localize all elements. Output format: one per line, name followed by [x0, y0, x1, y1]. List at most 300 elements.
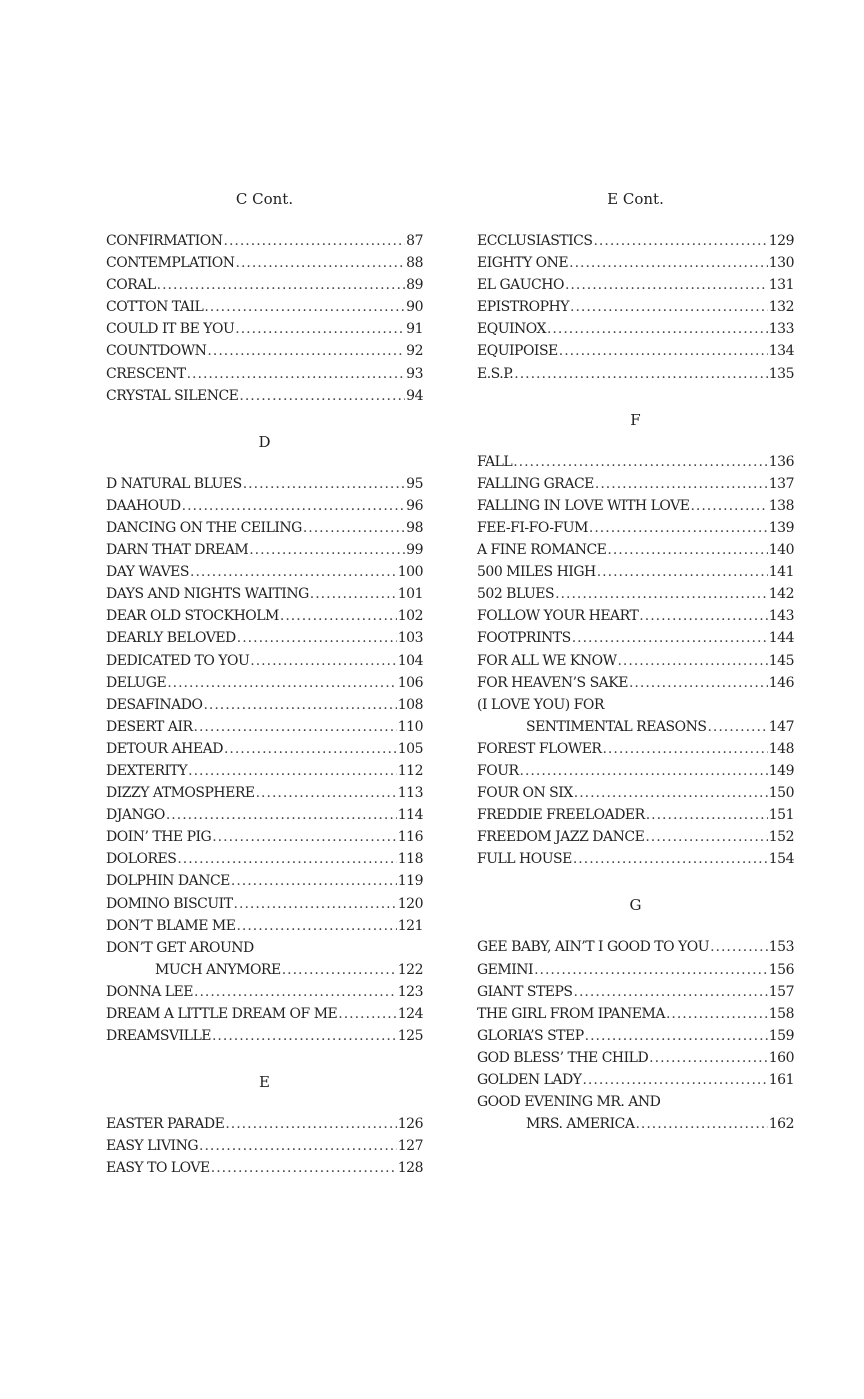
entry-title: FULL HOUSE [477, 851, 572, 868]
entry-title: FOREST FLOWER [477, 740, 602, 757]
entry-title: DOIN’ THE PIG [106, 829, 212, 846]
dot-leader [235, 318, 405, 340]
entry-page-number: 156 [768, 961, 794, 978]
entry-page-number: 89 [406, 277, 423, 294]
entry-title: EASY TO LOVE [106, 1160, 210, 1177]
dot-leader [166, 804, 397, 826]
entry-page-number: 159 [768, 1027, 794, 1044]
entry-title: DJANGO [106, 807, 165, 824]
entry-title: DESAFINADO [106, 696, 203, 713]
heading-spacer [477, 433, 794, 451]
entry-title: DREAM A LITTLE DREAM OF ME [106, 1006, 338, 1022]
index-entry [477, 981, 794, 1003]
index-entry [477, 539, 794, 561]
entry-page-number: 112 [397, 762, 423, 779]
entry-title: 500 MILES HIGH [477, 564, 596, 581]
dot-leader [690, 495, 767, 517]
heading-spacer [106, 1095, 423, 1113]
heading-spacer [477, 918, 794, 936]
entry-page-number: 130 [768, 255, 794, 272]
entry-title: DEXTERITY [106, 762, 188, 779]
entry-page-number: 100 [397, 564, 423, 581]
entry-page-number: 139 [768, 519, 794, 536]
dot-leader [710, 936, 768, 958]
entry-page-number: 119 [397, 873, 423, 890]
index-entry [477, 848, 794, 870]
entry-page-number: 124 [397, 1006, 423, 1022]
index-entry-continuation [106, 959, 423, 981]
index-entry [106, 694, 423, 716]
entry-title: E.S.P. [477, 365, 514, 382]
entry-title: FOUR ON SIX [477, 785, 573, 802]
entry-page-number: 142 [768, 586, 794, 603]
entry-page-number: 145 [768, 652, 794, 669]
index-entry [106, 583, 423, 605]
entry-page-number: 152 [768, 829, 794, 846]
section-heading: C Cont. [235, 190, 294, 208]
dot-leader [574, 981, 768, 1003]
index-entry [477, 318, 794, 340]
dot-leader [602, 738, 767, 760]
index-entry [106, 1113, 423, 1135]
entry-page-number: 128 [397, 1160, 423, 1177]
entry-page-number: 133 [768, 321, 794, 338]
index-entry [106, 627, 423, 649]
group-spacer [106, 1047, 423, 1069]
entry-page-number: 88 [406, 255, 423, 272]
entry-page-number: 105 [397, 740, 423, 757]
dot-leader [635, 1113, 767, 1135]
entry-title: GOOD EVENING MR. AND [477, 1094, 661, 1111]
dot-leader [629, 672, 768, 694]
dot-leader [595, 473, 768, 495]
section-heading: F [630, 410, 641, 429]
heading-spacer [106, 212, 423, 230]
dot-leader [194, 981, 397, 1003]
index-entry [106, 716, 423, 738]
dot-leader [593, 230, 767, 252]
index-entry [477, 959, 794, 981]
dot-leader [177, 848, 396, 870]
dot-leader [338, 1003, 397, 1025]
entry-title: FALLING GRACE [477, 475, 594, 492]
index-entry [477, 473, 794, 495]
entry-page-number: 134 [768, 343, 794, 360]
entry-page-number: 125 [397, 1028, 423, 1045]
index-entry [106, 252, 423, 274]
entry-title: DREAMSVILLE [106, 1028, 211, 1045]
entry-title: FREDDIE FREELOADER [477, 807, 645, 824]
entry-title: DEARLY BELOVED [106, 630, 236, 647]
entry-title: DAYS AND NIGHTS WAITING [106, 586, 309, 603]
entry-title: 502 BLUES [477, 586, 555, 603]
index-entry [106, 495, 423, 517]
index-entry [106, 230, 423, 252]
entry-page-number: 154 [768, 851, 794, 868]
entry-page-number: 158 [768, 1005, 794, 1022]
entry-page-number: 122 [397, 961, 423, 978]
entry-page-number: 94 [406, 387, 423, 404]
entry-title: FEE-FI-FO-FUM [477, 519, 588, 536]
dot-leader [224, 230, 406, 252]
entry-title: EQUIPOISE [477, 343, 558, 360]
index-entry [106, 274, 423, 296]
dot-leader [236, 915, 396, 937]
dot-leader [212, 826, 397, 848]
entry-title: DETOUR AHEAD [106, 740, 223, 757]
entry-page-number: 87 [406, 233, 423, 249]
entry-title: CONFIRMATION [106, 233, 223, 249]
dot-leader [239, 385, 405, 407]
index-entry [477, 296, 794, 318]
index-entry [106, 517, 423, 539]
index-entry [477, 1047, 794, 1069]
dot-leader [574, 782, 768, 804]
index-entry [106, 893, 423, 915]
index-entry [106, 981, 423, 1003]
heading-spacer [477, 212, 794, 230]
entry-title: FREEDOM JAZZ DANCE [477, 829, 645, 846]
dot-leader [607, 539, 767, 561]
entry-title: CORAL [106, 277, 156, 294]
dot-leader [585, 1025, 768, 1047]
entry-title: GOD BLESS’ THE CHILD [477, 1049, 649, 1066]
dot-leader [573, 848, 768, 870]
entry-title: DAAHOUD [106, 497, 181, 514]
entry-title: COTTON TAIL [106, 299, 204, 316]
dot-leader [188, 760, 397, 782]
entry-page-number: 126 [397, 1116, 423, 1133]
entry-title: DIZZY ATMOSPHERE [106, 785, 255, 802]
entry-page-number: 129 [768, 233, 794, 249]
index-entry [477, 650, 794, 672]
entry-page-number: 103 [397, 630, 423, 647]
section-heading: D [258, 432, 271, 451]
entry-page-number: 135 [768, 365, 794, 382]
entry-title: GOLDEN LADY [477, 1072, 582, 1088]
dot-leader [589, 517, 768, 539]
index-entry [477, 627, 794, 649]
entry-page-number: 127 [397, 1138, 423, 1155]
dot-leader [249, 539, 405, 561]
index-entry [477, 451, 794, 473]
entry-title: GLORIA’S STEP [477, 1027, 584, 1044]
entry-page-number: 91 [406, 321, 423, 338]
section-heading: G [629, 896, 642, 915]
entry-title: DARN THAT DREAM [106, 542, 249, 559]
index-entry [106, 1025, 423, 1047]
entry-page-number: 136 [768, 453, 794, 470]
entry-title: DELUGE [106, 674, 167, 691]
section-heading: E [259, 1073, 270, 1092]
dot-leader [234, 893, 397, 915]
entry-page-number: 149 [768, 762, 794, 779]
index-entry [106, 605, 423, 627]
dot-leader [303, 517, 405, 539]
index-entry [477, 230, 794, 252]
entry-page-number: 114 [397, 807, 423, 824]
dot-leader [211, 1157, 397, 1179]
index-column-left [106, 186, 423, 1179]
entry-page-number: 141 [768, 564, 794, 581]
entry-title: COUNTDOWN [106, 343, 207, 360]
index-entry [106, 760, 423, 782]
entry-title: CONTEMPLATION [106, 255, 235, 272]
entry-title: EPISTROPHY [477, 299, 569, 316]
dot-leader [513, 451, 768, 473]
index-entry [106, 1135, 423, 1157]
entry-page-number: 132 [768, 299, 794, 316]
index-entry [477, 1025, 794, 1047]
index-entry [477, 672, 794, 694]
dot-leader [570, 296, 768, 318]
entry-page-number: 137 [768, 475, 794, 492]
entry-title: FALL [477, 453, 513, 470]
index-entry [106, 915, 423, 937]
dot-leader [666, 1003, 768, 1025]
index-entry [106, 385, 423, 407]
entry-title: CRESCENT [106, 365, 186, 382]
index-entry [106, 848, 423, 870]
dot-leader [231, 870, 397, 892]
index-entry [106, 672, 423, 694]
index-entry [106, 363, 423, 385]
dot-leader [280, 605, 397, 627]
entry-title: DOLPHIN DANCE [106, 873, 230, 890]
entry-title: COULD IT BE YOU [106, 321, 235, 338]
index-entry-continuation [477, 1113, 794, 1135]
index-entry-first-line [477, 694, 794, 716]
index-entry [477, 363, 794, 385]
entry-title: D NATURAL BLUES [106, 475, 242, 492]
entry-page-number: 96 [406, 497, 423, 514]
dot-leader [597, 561, 768, 583]
entry-title: EASY LIVING [106, 1138, 199, 1155]
entry-title: DESERT AIR [106, 718, 193, 735]
index-entry [106, 473, 423, 495]
entry-title: DON’T BLAME ME [106, 917, 236, 934]
entry-title: FOUR [477, 762, 519, 779]
index-entry [106, 870, 423, 892]
entry-page-number: 98 [406, 519, 423, 536]
dot-leader [212, 1025, 397, 1047]
dot-leader [582, 1069, 767, 1091]
index-entry [477, 517, 794, 539]
index-entry [106, 561, 423, 583]
entry-title: EASTER PARADE [106, 1116, 225, 1133]
dot-leader [559, 340, 768, 362]
index-entry [106, 738, 423, 760]
group-spacer [477, 385, 794, 407]
index-entry-continuation [477, 716, 794, 738]
entry-title: MRS. AMERICA [526, 1116, 635, 1133]
entry-title: DANCING ON THE CEILING [106, 519, 302, 536]
dot-leader [207, 340, 405, 362]
section-heading: E Cont. [607, 190, 664, 208]
entry-title: GIANT STEPS [477, 983, 573, 1000]
entry-title: SENTIMENTAL REASONS [526, 718, 707, 735]
entry-page-number: 120 [397, 895, 423, 912]
index-entry [106, 296, 423, 318]
dot-leader [194, 716, 397, 738]
index-entry [106, 804, 423, 826]
dot-leader [204, 296, 405, 318]
entry-title: CRYSTAL SILENCE [106, 387, 239, 404]
entry-page-number: 116 [397, 829, 423, 846]
dot-leader [514, 363, 768, 385]
entry-page-number: 157 [768, 983, 794, 1000]
index-entry [477, 583, 794, 605]
entry-page-number: 153 [768, 939, 794, 956]
index-entry [106, 318, 423, 340]
dot-leader [237, 627, 397, 649]
dot-leader [236, 252, 406, 274]
entry-page-number: 151 [768, 807, 794, 824]
entry-title: THE GIRL FROM IPANEMA [477, 1005, 665, 1022]
entry-title: GEMINI [477, 961, 534, 978]
entry-page-number: 90 [406, 299, 423, 316]
dot-leader [555, 583, 768, 605]
index-entry [106, 539, 423, 561]
entry-page-number: 101 [397, 586, 423, 603]
dot-leader [167, 672, 397, 694]
entry-page-number: 106 [397, 674, 423, 691]
entry-title: DOLORES [106, 851, 177, 868]
index-entry [477, 1003, 794, 1025]
entry-page-number: 144 [768, 630, 794, 647]
entry-page-number: 148 [768, 740, 794, 757]
index-entry [477, 782, 794, 804]
index-entry [477, 252, 794, 274]
entry-title: (I LOVE YOU) FOR [477, 696, 604, 713]
entry-page-number: 138 [768, 497, 794, 514]
index-entry [477, 936, 794, 958]
index-entry [106, 826, 423, 848]
entry-title: DOMINO BISCUIT [106, 895, 233, 912]
dot-leader [534, 959, 768, 981]
entry-title: DON’T GET AROUND [106, 939, 254, 956]
index-entry [106, 1157, 423, 1179]
dot-leader [203, 694, 396, 716]
entry-page-number: 113 [397, 785, 423, 802]
index-entry [477, 738, 794, 760]
dot-leader [199, 1135, 397, 1157]
index-entry [106, 782, 423, 804]
dot-leader [639, 605, 767, 627]
entry-page-number: 123 [397, 983, 423, 1000]
dot-leader [617, 650, 767, 672]
dot-leader [646, 804, 768, 826]
entry-title: FOLLOW YOUR HEART [477, 608, 639, 625]
entry-title: FOOTPRINTS [477, 630, 571, 647]
index-entry [477, 274, 794, 296]
dot-leader [565, 274, 768, 296]
index-entry [477, 605, 794, 627]
entry-page-number: 146 [768, 674, 794, 691]
index-entry [106, 650, 423, 672]
dot-leader [645, 826, 767, 848]
entry-page-number: 102 [397, 608, 423, 625]
entry-page-number: 110 [397, 718, 423, 735]
dot-leader [649, 1047, 768, 1069]
dot-leader [250, 650, 396, 672]
dot-leader [569, 252, 768, 274]
entry-title: ECCLUSIASTICS [477, 233, 593, 249]
entry-page-number: 150 [768, 785, 794, 802]
entry-title: EL GAUCHO [477, 277, 564, 294]
index-entry [106, 340, 423, 362]
index-entry [477, 495, 794, 517]
entry-title: A FINE ROMANCE [477, 542, 607, 559]
entry-page-number: 92 [406, 343, 423, 360]
dot-leader [572, 627, 768, 649]
entry-page-number: 95 [406, 475, 423, 492]
dot-leader [190, 561, 397, 583]
entry-page-number: 131 [768, 277, 794, 294]
entry-page-number: 161 [768, 1072, 794, 1088]
index-entry [477, 804, 794, 826]
dot-leader [182, 495, 406, 517]
dot-leader [187, 363, 406, 385]
index-entry-first-line [477, 1091, 794, 1113]
entry-title: FOR ALL WE KNOW [477, 652, 617, 669]
entry-title: DEDICATED TO YOU [106, 652, 250, 669]
dot-leader [224, 738, 397, 760]
dot-leader [282, 959, 397, 981]
entry-page-number: 160 [768, 1049, 794, 1066]
entry-title: FOR HEAVEN’S SAKE [477, 674, 628, 691]
entry-title: DONNA LEE [106, 983, 193, 1000]
entry-title: DEAR OLD STOCKHOLM [106, 608, 279, 625]
entry-page-number: 108 [397, 696, 423, 713]
dot-leader [225, 1113, 396, 1135]
dot-leader [707, 716, 767, 738]
entry-title: FALLING IN LOVE WITH LOVE [477, 497, 690, 514]
index-entry [477, 561, 794, 583]
dot-leader [520, 760, 768, 782]
index-entry [477, 1069, 794, 1091]
entry-page-number: 143 [768, 608, 794, 625]
entry-title: DAY WAVES [106, 564, 189, 581]
entry-page-number: 147 [768, 718, 794, 735]
entry-title: MUCH ANYMORE [155, 961, 281, 978]
dot-leader [256, 782, 397, 804]
entry-page-number: 162 [768, 1116, 794, 1133]
entry-page-number: 104 [397, 652, 423, 669]
entry-title: GEE BABY, AIN’T I GOOD TO YOU [477, 939, 710, 956]
group-spacer [477, 870, 794, 892]
entry-title: EIGHTY ONE [477, 255, 569, 272]
index-entry [477, 340, 794, 362]
dot-leader [547, 318, 768, 340]
dot-leader [243, 473, 405, 495]
entry-page-number: 140 [768, 542, 794, 559]
dot-leader [310, 583, 397, 605]
dot-leader [157, 274, 406, 296]
entry-page-number: 93 [406, 365, 423, 382]
index-entry-first-line [106, 937, 423, 959]
entry-page-number: 118 [397, 851, 423, 868]
heading-spacer [106, 455, 423, 473]
index-entry [477, 760, 794, 782]
index-entry [106, 1003, 423, 1025]
entry-page-number: 99 [406, 542, 423, 559]
entry-page-number: 121 [397, 917, 423, 934]
entry-title: EQUINOX [477, 321, 546, 338]
group-spacer [106, 407, 423, 429]
index-entry [477, 826, 794, 848]
index-column-right [477, 186, 794, 1135]
